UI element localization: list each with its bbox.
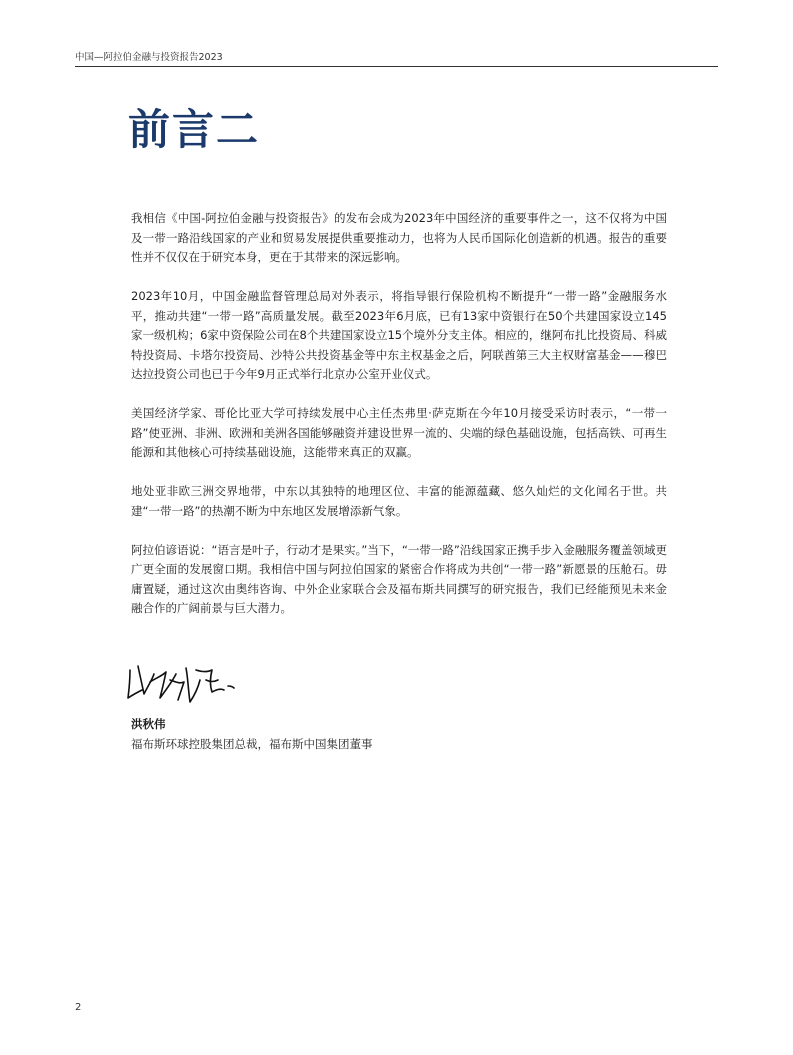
paragraph: 阿拉伯谚语说：“语言是叶子，行动才是果实。”当下，“一带一路”沿线国家正携手步入金融服务覆盖领域更广更全面的发展窗口期。我相信中国与阿拉伯国家的紧密合作将成为共创“一带一路”新愿景的压舱石。毋庸置疑，通过这次由奥纬咨询、中外企业家联合会及福布斯共同撰写的研究报告，我们已经能预见未来金融合作的广阔前景与巨大潜力。 <box>131 542 667 615</box>
paragraph: 地处亚非欧三洲交界地带，中东以其独特的地理区位、丰富的能源蕴藏、悠久灿烂的文化闻名于世。共建“一带一路”的热潮不断为中东地区发展增添新气象。 <box>131 484 667 518</box>
signatory-name: 洪秋伟 <box>131 717 166 731</box>
paragraph: 我相信《中国-阿拉伯金融与投资报告》的发布会成为2023年中国经济的重要事件之一，这不仅将为中国及一带一路沿线国家的产业和贸易发展提供重要推动力，也将为人民币国际化创造新的机遇。报告的重要性并不仅仅在于研究本身，更在于其带来的深远影响。 <box>131 211 667 264</box>
page-number: 2 <box>75 1002 82 1013</box>
page-title: 前言二 <box>128 105 261 154</box>
body-text <box>131 209 667 638</box>
paragraph: 2023年10月，中国金融监督管理总局对外表示，将指导银行保险机构不断提升“一带一路”金融服务水平，推动共建“一带一路”高质量发展。截至2023年6月底，已有13家中资银行在50个共建国家设立145家一级机构；6家中资保险公司在8个共建国家设立15个境外分支主体。相应的，继阿布扎比投资局、科威特投资局、卡塔尔投资局、沙特公共投资基金等中东主权基金之后，阿联酋第三大主权财富基金——穆巴达拉投资公司也已于今年9月正式举行北京办公室开业仪式。 <box>131 289 667 381</box>
signatory-title: 福布斯环球控股集团总裁，福布斯中国集团董事 <box>131 737 373 751</box>
header-divider <box>75 66 718 67</box>
handwritten-signature <box>124 652 244 710</box>
running-header: 中国—阿拉伯金融与投资报告2023 <box>75 52 223 63</box>
paragraph: 美国经济学家、哥伦比亚大学可持续发展中心主任杰弗里·萨克斯在今年10月接受采访时表示，“一带一路”使亚洲、非洲、欧洲和美洲各国能够融资并建设世界一流的、尖端的绿色基础设施，包括高铁、可再生能源和其他核心可持续基础设施，这能带来真正的双赢。 <box>131 406 667 459</box>
